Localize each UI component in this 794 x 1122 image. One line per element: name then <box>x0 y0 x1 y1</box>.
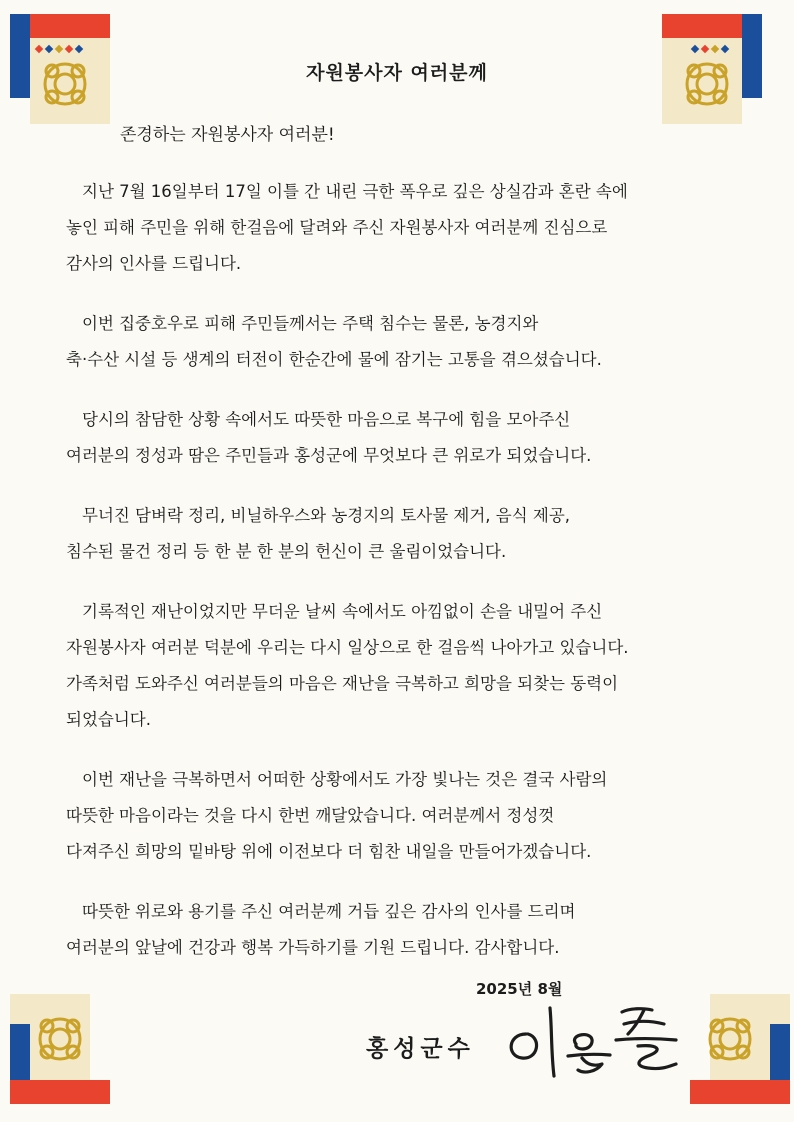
paragraph-1 <box>66 174 746 282</box>
text-line: 무너진 담벼락 정리, 비닐하우스와 농경지의 토사물 제거, 음식 제공, <box>82 506 571 525</box>
text-line: 침수된 물건 정리 등 한 분 한 분의 헌신이 큰 울림이었습니다. <box>66 542 507 561</box>
text-line: 기록적인 재난이었지만 무더운 날씨 속에서도 아낌없이 손을 내밀어 주신 <box>82 602 603 621</box>
text-line: 축·수산 시설 등 생계의 터전이 한순간에 물에 잠기는 고통을 겪으셨습니다. <box>66 350 602 369</box>
text-line: 가족처럼 도와주신 여러분들의 마음은 재난을 극복하고 희망을 되찾는 동력이 <box>66 674 619 693</box>
paragraph-3 <box>66 402 746 474</box>
paragraph-6 <box>66 762 746 870</box>
text-line: 다져주신 희망의 밑바탕 위에 이전보다 더 힘찬 내일을 만들어가겠습니다. <box>66 842 592 861</box>
corner-ornament-bottom-left <box>10 994 110 1104</box>
letter-greeting: 존경하는 자원봉사자 여러분! <box>120 125 335 145</box>
letter-body <box>66 174 746 990</box>
text-line: 감사의 인사를 드립니다. <box>66 254 242 273</box>
signer-title: 홍성군수 <box>366 1036 475 1062</box>
paragraph-4 <box>66 498 746 570</box>
paragraph-2 <box>66 306 746 378</box>
letter-title: 자원봉사자 여러분께 <box>306 62 488 84</box>
text-line: 지난 7월 16일부터 17일 이틀 간 내린 극한 폭우로 깊은 상실감과 혼란 속에 <box>82 182 628 201</box>
text-line: 따뜻한 위로와 용기를 주신 여러분께 거듭 깊은 감사의 인사를 드리며 <box>82 902 576 921</box>
letter-date: 2025년 8월 <box>476 980 563 998</box>
text-line: 놓인 피해 주민을 위해 한걸음에 달려와 주신 자원봉사자 여러분께 진심으로 <box>66 218 608 237</box>
paragraph-5 <box>66 594 746 738</box>
text-line: 이번 집중호우로 피해 주민들께서는 주택 침수는 물론, 농경지와 <box>82 314 539 333</box>
paragraph-7 <box>66 894 746 966</box>
text-line: 되었습니다. <box>66 710 151 729</box>
handwritten-signature <box>498 994 688 1084</box>
text-line: 따뜻한 마음이라는 것을 다시 한번 깨달았습니다. 여러분께서 정성껏 <box>66 806 555 825</box>
text-line: 이번 재난을 극복하면서 어떠한 상황에서도 가장 빛나는 것은 결국 사람의 <box>82 770 608 789</box>
text-line: 자원봉사자 여러분 덕분에 우리는 다시 일상으로 한 걸음씩 나아가고 있습니다. <box>66 638 629 657</box>
text-line: 여러분의 앞날에 건강과 행복 가득하기를 기원 드립니다. 감사합니다. <box>66 938 560 957</box>
corner-ornament-bottom-right <box>690 994 790 1104</box>
text-line: 당시의 참담한 상황 속에서도 따뜻한 마음으로 복구에 힘을 모아주신 <box>82 410 571 429</box>
text-line: 여러분의 정성과 땀은 주민들과 홍성군에 무엇보다 큰 위로가 되었습니다. <box>66 446 592 465</box>
